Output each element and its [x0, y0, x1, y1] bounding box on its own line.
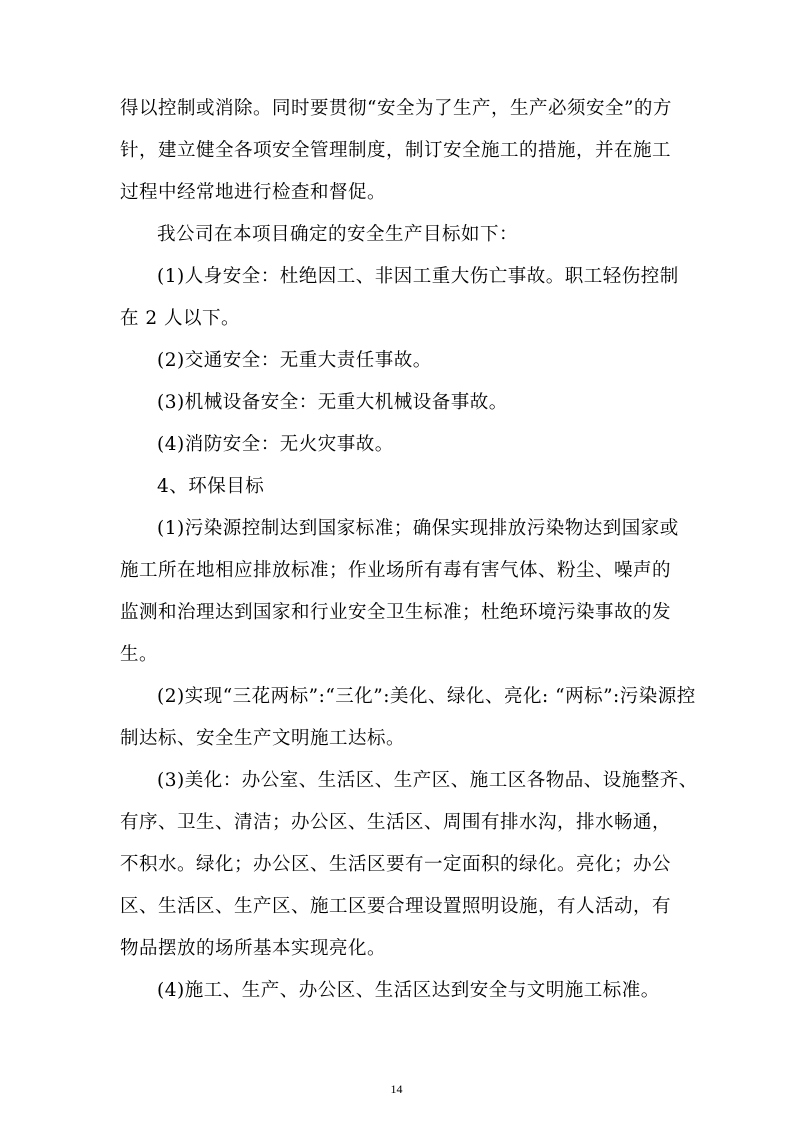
text-line: (2)交通安全：无重大责任事故。 [157, 350, 432, 371]
text-line: 区、生活区、生产区、施工区要合理设置照明设施，有人活动，有 [120, 896, 672, 917]
body-text [120, 88, 698, 1012]
text-line: 过程中经常地进行检查和督促。 [120, 182, 387, 203]
text-line: 有序、卫生、清洁；办公区、生活区、周围有排水沟，排水畅通， [120, 812, 672, 833]
text-line: (3)机械设备安全：无重大机械设备事故。 [157, 392, 508, 413]
text-line: 针，建立健全各项安全管理制度，制订安全施工的措施，并在施工 [120, 140, 672, 161]
text-line: 监测和治理达到国家和行业安全卫生标准；杜绝环境污染事故的发 [120, 602, 672, 623]
text-line: 制达标、安全生产文明施工达标。 [120, 728, 406, 749]
text-line: 我公司在本项目确定的安全生产目标如下： [157, 224, 519, 245]
section-heading: 4、环保目标 [157, 476, 265, 497]
text-line: (4)消防安全：无火灾事故。 [157, 434, 394, 455]
text-line: 在 2 人以下。 [120, 308, 241, 329]
text-line: (1)污染源控制达到国家标准；确保实现排放污染物达到国家或 [157, 518, 679, 539]
text-line: (2)实现“三花两标”:“三化”:美化、绿化、亮化: “两标”:污染源控 [157, 686, 696, 707]
text-line: (3)美化：办公室、生活区、生产区、施工区各物品、设施整齐、 [157, 770, 698, 791]
text-line: (4)施工、生产、办公区、生活区达到安全与文明施工标准。 [157, 980, 660, 1001]
text-line: 施工所在地相应排放标准；作业场所有毒有害气体、粉尘、噪声的 [120, 560, 672, 581]
text-line: 不积水。绿化；办公区、生活区要有一定面积的绿化。亮化；办公 [120, 854, 672, 875]
page-number: 14 [390, 1082, 403, 1096]
text-line: 物品摆放的场所基本实现亮化。 [120, 938, 387, 959]
text-line: 得以控制或消除。同时要贯彻“安全为了生产，生产必须安全”的方 [120, 98, 672, 119]
text-line: 生。 [120, 644, 159, 665]
text-line: (1)人身安全：杜绝因工、非因工重大伤亡事故。职工轻伤控制 [157, 266, 679, 287]
